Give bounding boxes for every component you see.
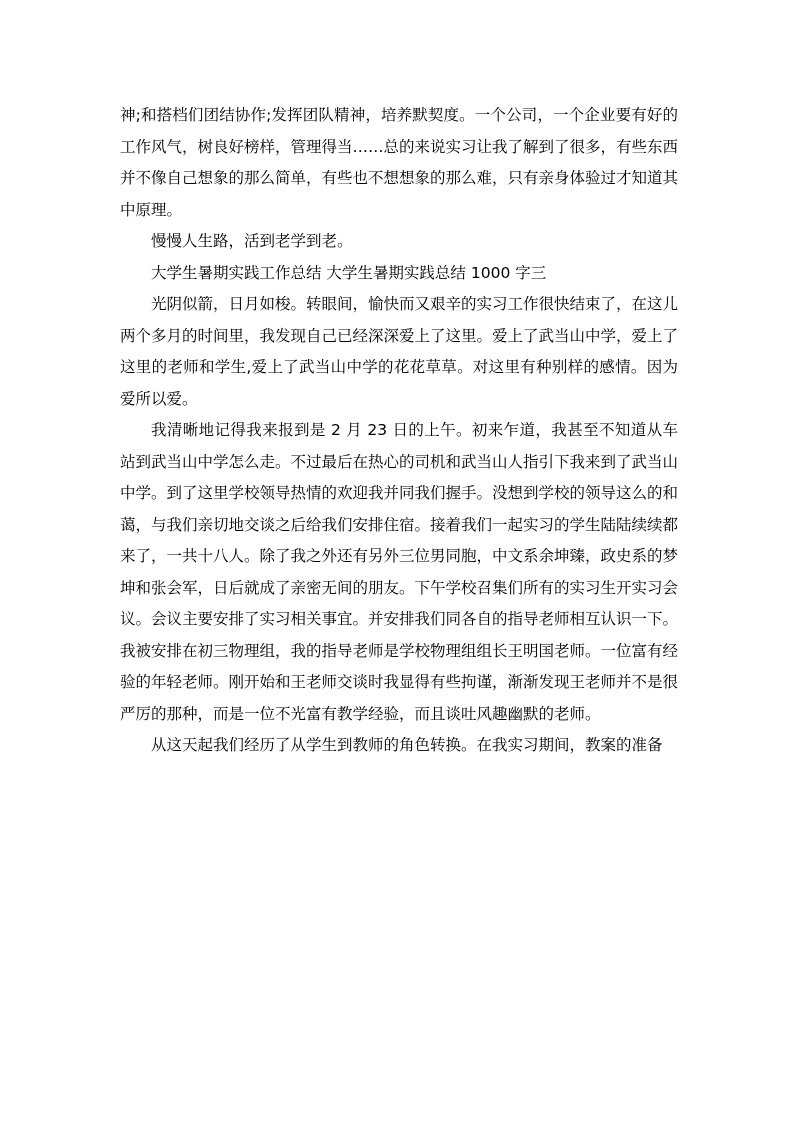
paragraph-4: 我清晰地记得我来报到是 2 月 23 日的上午。初来乍道，我甚至不知道从车站到武当山中学怎么走。不过最后在热心的司机和武当山人指引下我来到了武当山中学。到了这里学校领导热情的欢迎我并同我们握手。没想到学校的领导这么的和蔼，与我们亲切地交谈之后给我们安排住宿。接着我们一起实习的学生陆陆续续都来了，一共十八人。除了我之外还有另外三位男同胞，中文系余坤臻，政史系的梦坤和张会军，日后就成了亲密无间的朋友。下午学校召集们所有的实习生开实习会议。会议主要安排了实习相关事宜。并安排我们同各自的指导老师相互认识一下。我被安排在初三物理组，我的指导老师是学校物理组组长王明国老师。一位富有经验的年轻老师。刚开始和王老师交谈时我显得有些拘谨，渐渐发现王老师并不是很严厉的那种，而是一位不光富有教学经验，而且谈吐风趣幽默的老师。 <box>120 421 679 723</box>
document-body <box>120 100 678 762</box>
paragraph-3: 光阴似箭，日月如梭。转眼间，愉快而又艰辛的实习工作很快结束了，在这儿两个多月的时间里，我发现自己已经深深爱上了这里。爱上了武当山中学，爱上了这里的老师和学生,爱上了武当山中学的花花草草。对这里有种别样的感情。因为爱所以爱。 <box>120 295 679 408</box>
paragraph-5: 从这天起我们经历了从学生到教师的角色转换。在我实习期间，教案的准备 <box>151 736 663 754</box>
paragraph-1: 神;和搭档们团结协作;发挥团队精神，培养默契度。一个公司，一个企业要有好的工作风气，树良好榜样，管理得当……总的来说实习让我了解到了很多，有些东西并不像自己想象的那么简单，有些也不想想象的那么难，只有亲身体验过才知道其中原理。 <box>120 106 679 219</box>
paragraph-2: 慢慢人生路，活到老学到老。 <box>151 232 353 250</box>
section-heading: 大学生暑期实践工作总结 大学生暑期实践总结 1000 字三 <box>151 263 547 282</box>
